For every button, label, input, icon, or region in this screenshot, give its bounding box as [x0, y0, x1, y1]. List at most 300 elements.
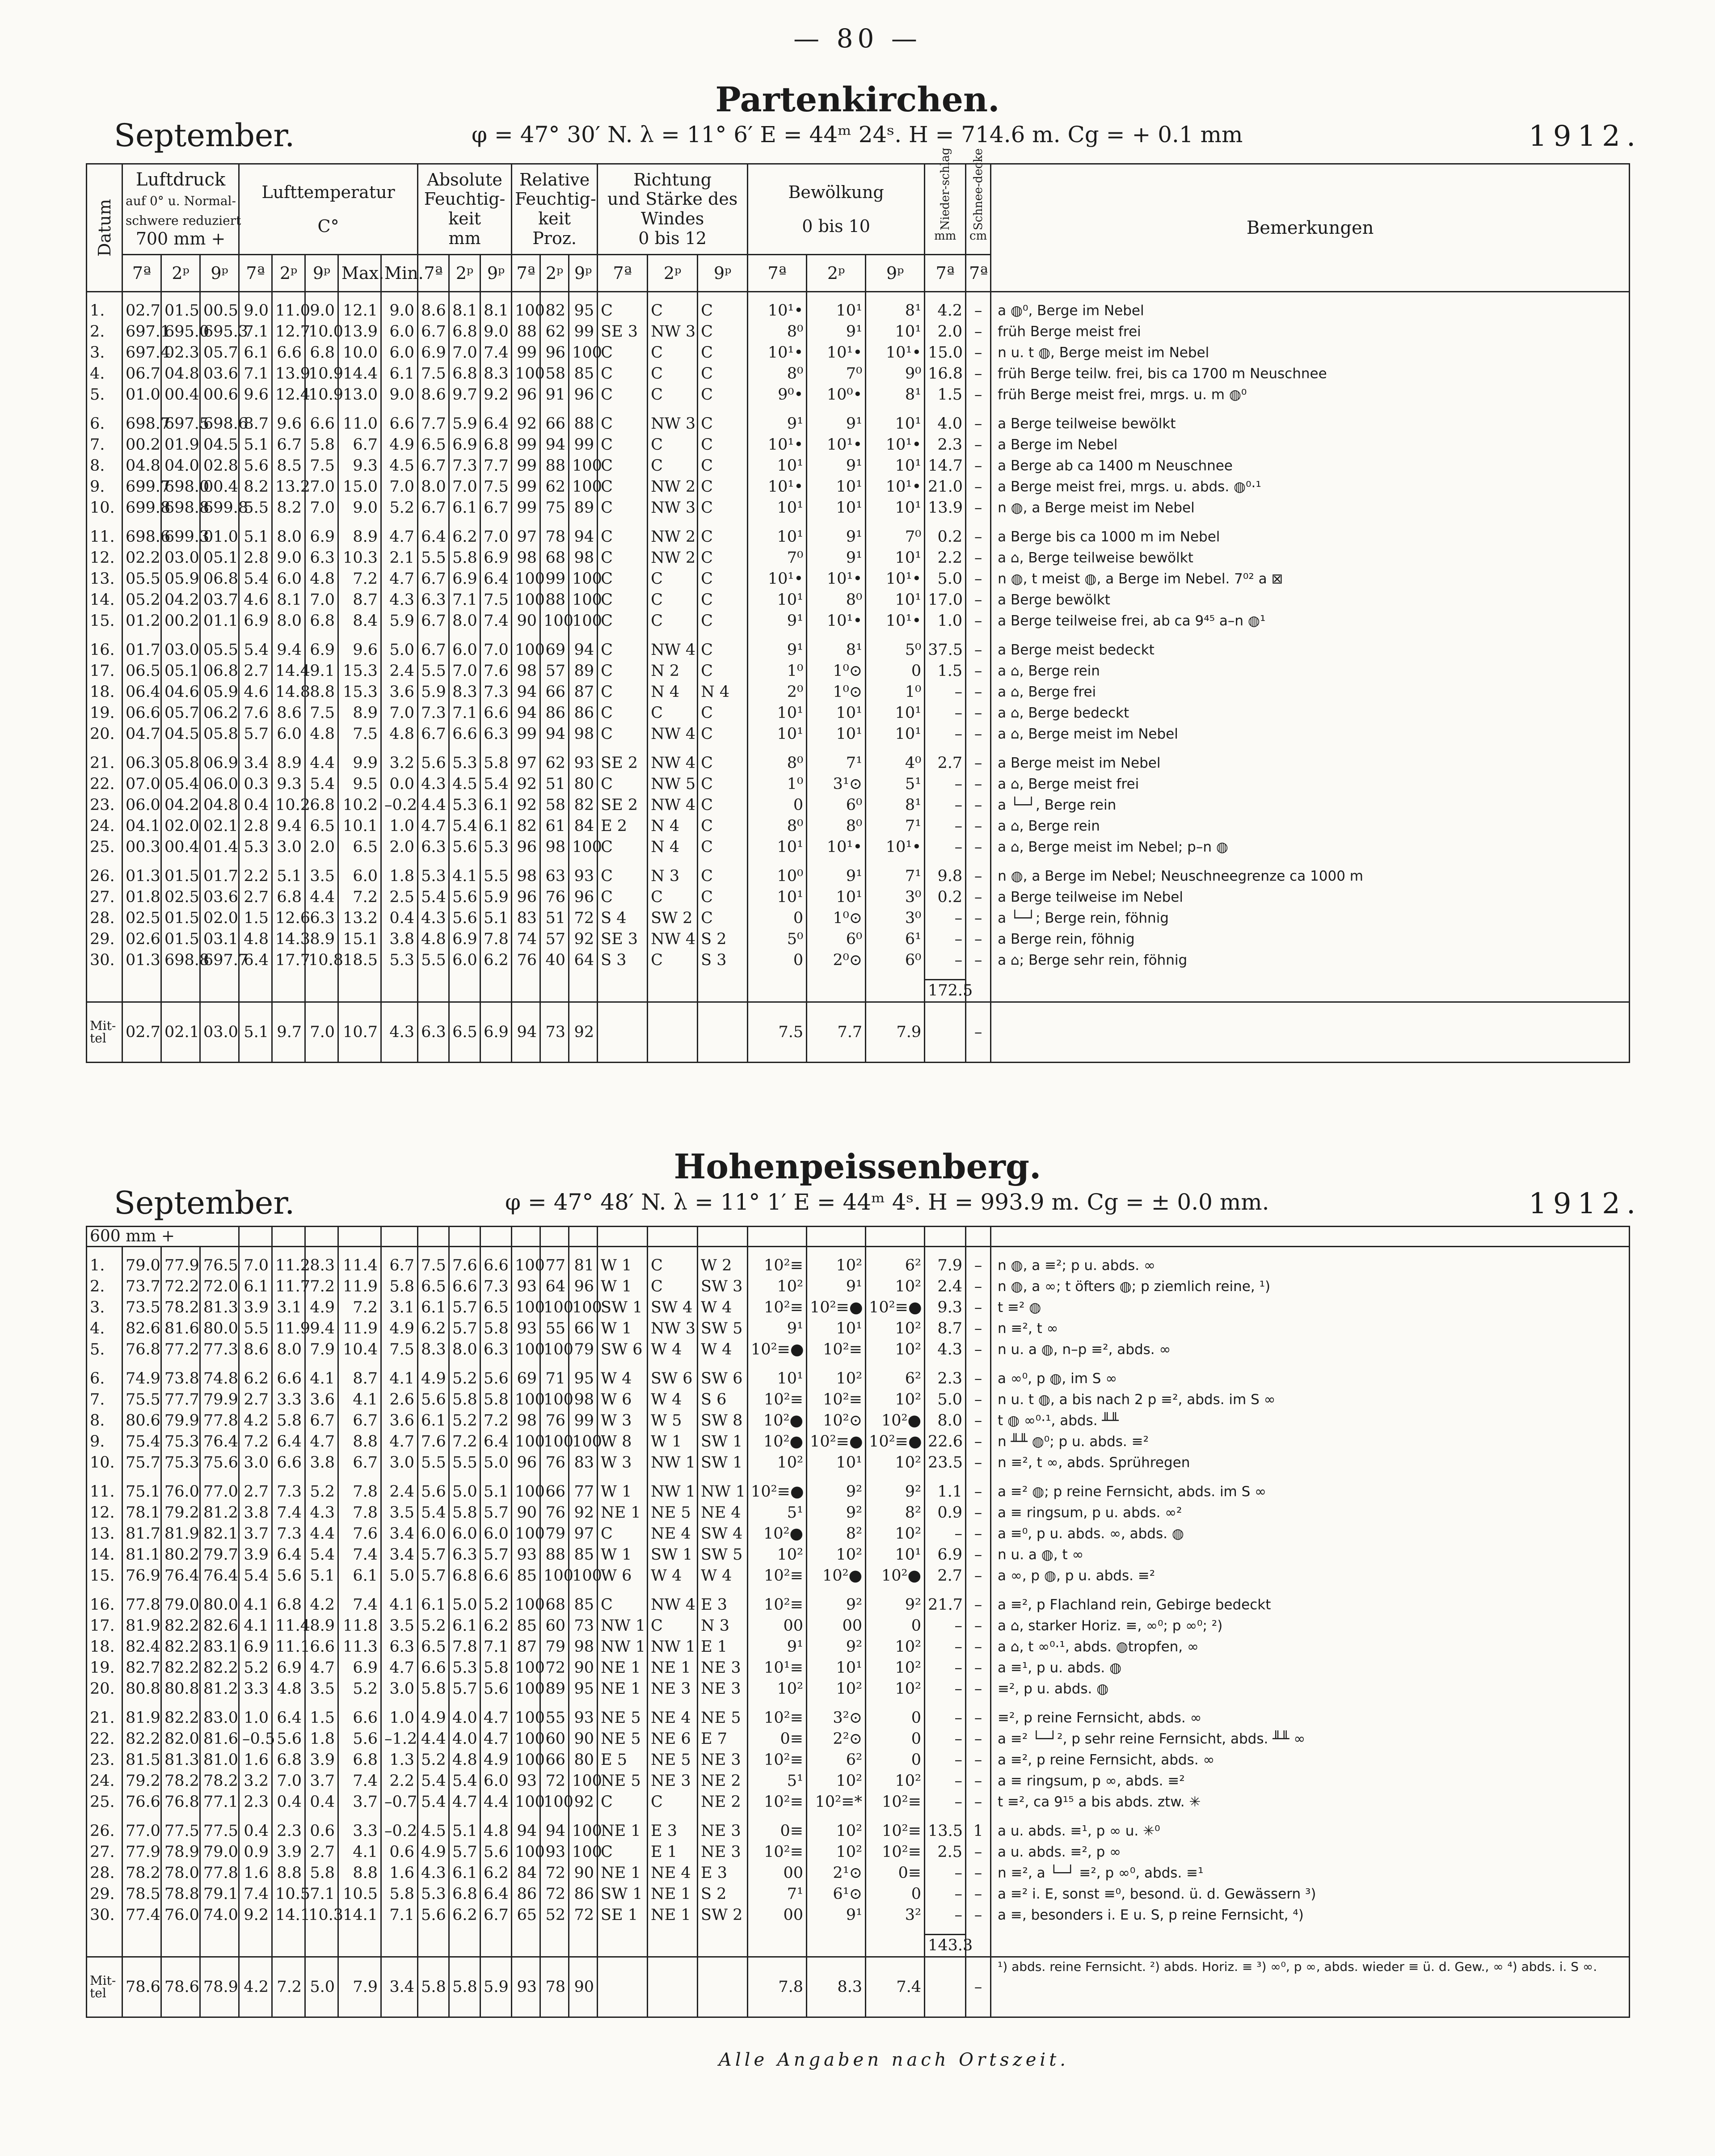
value-cell: NW 1 [648, 1637, 698, 1658]
value-cell: 8⁰ [748, 321, 807, 342]
value-cell: 7.3 [480, 682, 512, 703]
header-time: 7ª [418, 255, 449, 292]
value-cell: 15.3 [338, 682, 381, 703]
value-cell: C [598, 1523, 648, 1544]
value-cell: – [966, 413, 991, 435]
value-cell: 9¹ [748, 413, 807, 435]
value-cell: – [925, 1658, 966, 1679]
sum-spacer [338, 980, 381, 1002]
value-cell: 11.4 [272, 1616, 305, 1637]
value-cell: 71 [540, 1368, 569, 1389]
value-cell: – [966, 753, 991, 774]
value-cell: 8.1 [480, 300, 512, 321]
value-cell: 4.0 [449, 1708, 480, 1729]
sum-spacer [569, 1935, 598, 1957]
value-cell: 5.3 [449, 1658, 480, 1679]
value-cell: 77.7 [161, 1389, 200, 1410]
value-cell: – [966, 1658, 991, 1679]
value-cell: 11.0 [272, 300, 305, 321]
value-cell: 5.2 [338, 1679, 381, 1700]
value-cell: E 1 [648, 1842, 698, 1863]
header-time: 9ᵖ [698, 255, 748, 292]
header-time: 2ᵖ [540, 255, 569, 292]
value-cell: 8.0 [272, 611, 305, 632]
day-cell: 3. [87, 1297, 122, 1318]
value-cell: 02.7 [122, 300, 161, 321]
value-cell: 8.0 [449, 1339, 480, 1360]
value-cell: 80.0 [200, 1595, 239, 1616]
day-cell: 10. [87, 498, 122, 519]
value-cell: 0.0 [381, 774, 418, 795]
value-cell: 5.4 [239, 1565, 272, 1586]
value-cell: – [966, 1637, 991, 1658]
value-cell: W 1 [648, 1431, 698, 1452]
value-cell: 77 [540, 1255, 569, 1276]
sum-spacer [449, 980, 480, 1002]
day-cell: 23. [87, 1750, 122, 1771]
value-cell: 10²● [748, 1523, 807, 1544]
value-cell: 2.3 [239, 1792, 272, 1813]
day-cell: 7. [87, 435, 122, 456]
day-cell: 12. [87, 1502, 122, 1523]
value-cell: 10¹• [748, 569, 807, 590]
mean-value: – [966, 1002, 991, 1063]
value-cell: 04.8 [161, 363, 200, 384]
value-cell: W 1 [598, 1318, 648, 1339]
value-cell: 78 [540, 527, 569, 548]
header-spacer [449, 1227, 480, 1247]
day-cell: 17. [87, 1616, 122, 1637]
value-cell: 6.5 [338, 837, 381, 858]
value-cell: 5.4 [418, 1792, 449, 1813]
table-row [87, 1523, 1630, 1544]
value-cell: 77.9 [122, 1842, 161, 1863]
value-cell: 7.0 [480, 640, 512, 661]
value-cell: 7.0 [305, 590, 338, 611]
value-cell: 21.7 [925, 1595, 966, 1616]
value-cell: 6.1 [480, 816, 512, 837]
value-cell: 5.8 [480, 1318, 512, 1339]
value-cell: – [966, 1750, 991, 1771]
value-cell: 12.6 [272, 908, 305, 929]
value-cell: 4.4 [305, 1523, 338, 1544]
value-cell: 6.8 [305, 611, 338, 632]
value-cell: 6² [807, 1750, 866, 1771]
value-cell: 14.3 [272, 929, 305, 950]
value-cell: W 8 [598, 1431, 648, 1452]
table-row [87, 1389, 1630, 1410]
value-cell: 7.8 [338, 1481, 381, 1502]
value-cell: 4.7 [305, 1658, 338, 1679]
value-cell: – [966, 1595, 991, 1616]
day-cell: 1. [87, 300, 122, 321]
header-spacer [418, 1227, 449, 1247]
value-cell: C [698, 866, 748, 887]
value-cell: 8¹ [866, 384, 925, 405]
sum-spacer [748, 1935, 807, 1957]
table-row [87, 498, 1630, 519]
value-cell: 00 [748, 1905, 807, 1926]
value-cell: 3.2 [381, 753, 418, 774]
value-cell: 5⁰ [866, 640, 925, 661]
value-cell: 01.3 [122, 950, 161, 971]
header-time: 7ª [512, 255, 540, 292]
value-cell: 6.9 [305, 527, 338, 548]
value-cell: 7¹ [748, 1884, 807, 1905]
value-cell: 10¹ [807, 300, 866, 321]
value-cell: 81.3 [161, 1750, 200, 1771]
value-cell: 00.2 [161, 611, 200, 632]
value-cell: 12.7 [272, 321, 305, 342]
day-cell: 26. [87, 866, 122, 887]
value-cell: C [598, 682, 648, 703]
value-cell: 6.7 [418, 611, 449, 632]
value-cell: N 2 [648, 661, 698, 682]
value-cell: 82 [569, 795, 598, 816]
value-cell: 13.9 [272, 363, 305, 384]
value-cell: 82 [512, 816, 540, 837]
value-cell: 79 [540, 1637, 569, 1658]
value-cell: 5.9 [449, 413, 480, 435]
value-cell: 6.2 [449, 1905, 480, 1926]
value-cell: NE 1 [598, 1679, 648, 1700]
value-cell: NE 2 [698, 1792, 748, 1813]
value-cell: 5.1 [239, 435, 272, 456]
value-cell: – [966, 1339, 991, 1360]
value-cell: 10²≡ [748, 1708, 807, 1729]
value-cell: 85 [512, 1616, 540, 1637]
header-bemerkungen: Bemerkungen [991, 164, 1630, 292]
remark-cell: a ⌂, Berge teilweise bewölkt [991, 548, 1630, 569]
value-cell: 4.9 [418, 1708, 449, 1729]
value-cell: 02.0 [200, 908, 239, 929]
footer-note: Alle Angaben nach Ortszeit. [718, 2050, 1070, 2070]
value-cell: 10²≡ [748, 1750, 807, 1771]
value-cell: NE 3 [648, 1679, 698, 1700]
value-cell: 77.0 [200, 1481, 239, 1502]
value-cell: 6.0 [272, 724, 305, 745]
value-cell: – [966, 661, 991, 682]
value-cell: 7.2 [449, 1431, 480, 1452]
value-cell: 3¹⊙ [807, 774, 866, 795]
remark-cell: n ◍, a Berge im Nebel; Neuschneegrenze ca 1000 m [991, 866, 1630, 887]
value-cell: 99 [569, 321, 598, 342]
value-cell: 5.2 [418, 1616, 449, 1637]
value-cell: 74 [512, 929, 540, 950]
sum-spacer [200, 980, 239, 1002]
value-cell: – [966, 795, 991, 816]
value-cell: 80.8 [122, 1679, 161, 1700]
value-cell: 5.6 [418, 1481, 449, 1502]
remark-cell: a Berge meist frei, mrgs. u. abds. ◍⁰·¹ [991, 477, 1630, 498]
value-cell: C [598, 1792, 648, 1813]
value-cell: 01.0 [122, 384, 161, 405]
remark-cell: a Berge bewölkt [991, 590, 1630, 611]
remark-cell: n ◍, t meist ◍, a Berge im Nebel. 7⁰² a ⊠ [991, 569, 1630, 590]
value-cell: 7.5 [338, 724, 381, 745]
value-cell: –0.5 [239, 1729, 272, 1750]
remark-cell: a u. abds. ≡¹, p ∞ u. ✳⁰ [991, 1821, 1630, 1842]
table-row [87, 300, 1630, 321]
value-cell: 69 [540, 640, 569, 661]
value-cell: 98 [569, 1389, 598, 1410]
value-cell: 5.6 [418, 1389, 449, 1410]
value-cell: 1⁰ [866, 682, 925, 703]
value-cell: 13.9 [925, 498, 966, 519]
value-cell: 94 [540, 1821, 569, 1842]
value-cell: 6.8 [449, 1884, 480, 1905]
value-cell: C [698, 527, 748, 548]
value-cell: 100 [512, 1708, 540, 1729]
value-cell: 5.3 [381, 950, 418, 971]
value-cell: 7.1 [449, 703, 480, 724]
value-cell: 69 [512, 1368, 540, 1389]
day-cell: 27. [87, 887, 122, 908]
value-cell: 6.8 [480, 435, 512, 456]
sum-spacer [512, 980, 540, 1002]
mean-value: 78 [540, 1957, 569, 2017]
value-cell: 10² [807, 1821, 866, 1842]
value-cell: 5.1 [239, 527, 272, 548]
value-cell: 5.4 [239, 640, 272, 661]
day-cell: 24. [87, 816, 122, 837]
header-time: Max. [338, 255, 381, 292]
day-cell: 18. [87, 682, 122, 703]
mean-value: 8.3 [807, 1957, 866, 2017]
value-cell: 65 [512, 1905, 540, 1926]
value-cell: 05.1 [161, 661, 200, 682]
value-cell: NE 4 [698, 1502, 748, 1523]
value-cell: 2.4 [381, 661, 418, 682]
value-cell: 8.1 [449, 300, 480, 321]
day-cell: 13. [87, 1523, 122, 1544]
value-cell: 99 [540, 569, 569, 590]
value-cell: 02.2 [122, 548, 161, 569]
value-cell: 73 [569, 1616, 598, 1637]
sum-spacer [381, 1935, 418, 1957]
value-cell: 76.0 [161, 1905, 200, 1926]
value-cell: NE 1 [648, 1658, 698, 1679]
value-cell: 01.5 [161, 300, 200, 321]
value-cell: – [925, 816, 966, 837]
header-spacer [925, 1227, 966, 1247]
value-cell: 10.5 [272, 1884, 305, 1905]
value-cell: 01.9 [161, 435, 200, 456]
value-cell: 4.9 [305, 1297, 338, 1318]
value-cell: 4.7 [381, 1658, 418, 1679]
value-cell: W 1 [598, 1481, 648, 1502]
sum-spacer [122, 1935, 161, 1957]
value-cell: 4.6 [239, 682, 272, 703]
value-cell: 699.3 [161, 527, 200, 548]
value-cell: 01.4 [200, 837, 239, 858]
value-cell: C [698, 795, 748, 816]
value-cell: 8⁰ [807, 816, 866, 837]
value-cell: C [698, 703, 748, 724]
remark-cell: a Berge meist bedeckt [991, 640, 1630, 661]
value-cell: 6.2 [418, 1318, 449, 1339]
mean-value: 02.7 [122, 1002, 161, 1063]
sum-spacer [338, 1935, 381, 1957]
value-cell: 11.3 [338, 1637, 381, 1658]
value-cell: 8.6 [418, 300, 449, 321]
value-cell: 8.2 [239, 477, 272, 498]
value-cell: 6² [866, 1368, 925, 1389]
value-cell: 5.3 [480, 837, 512, 858]
mean-value [925, 1957, 966, 2017]
value-cell: 5.5 [449, 1452, 480, 1473]
value-cell: 77.5 [200, 1821, 239, 1842]
footnotes [991, 1002, 1630, 1063]
value-cell: NW 4 [648, 724, 698, 745]
value-cell: 5.0 [449, 1481, 480, 1502]
value-cell: NE 3 [698, 1679, 748, 1700]
remark-cell: n u. t ◍, a bis nach 2 p ≡², abds. im S ∞ [991, 1389, 1630, 1410]
value-cell: NW 4 [648, 753, 698, 774]
value-cell: 66 [569, 1318, 598, 1339]
value-cell: – [966, 342, 991, 363]
value-cell: 6.7 [418, 456, 449, 477]
value-cell: 7.0 [239, 1255, 272, 1276]
value-cell: 4.9 [381, 435, 418, 456]
month-label: September. [114, 1185, 295, 1221]
value-cell: 3.5 [305, 866, 338, 887]
value-cell: 4.4 [418, 1729, 449, 1750]
value-cell: 7.6 [480, 661, 512, 682]
value-cell: 10¹ [866, 413, 925, 435]
value-cell: C [598, 569, 648, 590]
value-cell: NW 3 [648, 413, 698, 435]
value-cell: 8.8 [338, 1863, 381, 1884]
value-cell: 02.5 [122, 908, 161, 929]
sum-row [87, 1935, 1630, 1957]
value-cell: 7.8 [480, 929, 512, 950]
value-cell: 10² [748, 1544, 807, 1565]
value-cell: 6² [866, 1255, 925, 1276]
value-cell: – [966, 866, 991, 887]
value-cell: 6.1 [449, 1863, 480, 1884]
value-cell: 100 [512, 1842, 540, 1863]
value-cell: 73.7 [122, 1276, 161, 1297]
value-cell: 5.8 [480, 1658, 512, 1679]
value-cell: 00.2 [122, 435, 161, 456]
value-cell: –0.2 [381, 795, 418, 816]
value-cell: – [966, 300, 991, 321]
remark-cell: a Berge teilweise bewölkt [991, 413, 1630, 435]
value-cell: 61 [540, 816, 569, 837]
value-cell: 5.6 [338, 1729, 381, 1750]
value-cell: 94 [512, 703, 540, 724]
mean-value: 6.9 [480, 1002, 512, 1063]
value-cell: 7.4 [480, 342, 512, 363]
value-cell: 95 [569, 1679, 598, 1700]
value-cell: – [966, 682, 991, 703]
value-cell: 04.1 [122, 816, 161, 837]
value-cell: 8.9 [272, 753, 305, 774]
value-cell: 00 [807, 1616, 866, 1637]
value-cell: – [966, 456, 991, 477]
value-cell: 99 [512, 435, 540, 456]
value-cell: 9.6 [239, 384, 272, 405]
header-time: 2ᵖ [807, 255, 866, 292]
value-cell: 11.8 [338, 1616, 381, 1637]
remark-cell: a ≡² └─┘², p sehr reine Fernsicht, abds. ╨╨ ∞ [991, 1729, 1630, 1750]
header-spacer [807, 1227, 866, 1247]
value-cell: 81.9 [122, 1616, 161, 1637]
value-cell: 7.4 [338, 1595, 381, 1616]
value-cell: – [966, 363, 991, 384]
table-row [87, 477, 1630, 498]
value-cell: 10² [866, 1637, 925, 1658]
value-cell: 81 [569, 1255, 598, 1276]
value-cell: 1.6 [381, 1863, 418, 1884]
value-cell: 9.8 [925, 866, 966, 887]
day-cell: 8. [87, 1410, 122, 1431]
value-cell: 7.0 [480, 527, 512, 548]
value-cell: 06.4 [122, 682, 161, 703]
value-cell: 7.2 [338, 887, 381, 908]
value-cell: NE 3 [698, 1658, 748, 1679]
value-cell: 78.5 [122, 1884, 161, 1905]
value-cell: 1.8 [305, 1729, 338, 1750]
value-cell: C [698, 456, 748, 477]
value-cell: 96 [512, 887, 540, 908]
value-cell: 75.4 [122, 1431, 161, 1452]
value-cell: 01.7 [200, 866, 239, 887]
value-cell: 5.8 [449, 1502, 480, 1523]
value-cell: 5.5 [239, 1318, 272, 1339]
value-cell: 2.8 [239, 548, 272, 569]
value-cell: 9.4 [272, 816, 305, 837]
value-cell: 78.2 [200, 1771, 239, 1792]
value-cell: 8.7 [925, 1318, 966, 1339]
value-cell: NW 4 [648, 795, 698, 816]
value-cell: 4.9 [418, 1842, 449, 1863]
value-cell: 7.3 [418, 703, 449, 724]
value-cell: 14.8 [272, 682, 305, 703]
value-cell: 7.2 [338, 1297, 381, 1318]
value-cell: 10²≡ [748, 1255, 807, 1276]
value-cell: 92 [569, 929, 598, 950]
value-cell: C [648, 1276, 698, 1297]
value-cell: 4.2 [239, 1410, 272, 1431]
value-cell: 7.0 [305, 498, 338, 519]
mean-value: 7.9 [866, 1002, 925, 1063]
value-cell: 8.3 [480, 363, 512, 384]
value-cell: 72.2 [161, 1276, 200, 1297]
value-cell: 78.9 [161, 1842, 200, 1863]
value-cell: 77.8 [200, 1863, 239, 1884]
value-cell: 9¹ [748, 1637, 807, 1658]
value-cell: 4.3 [305, 1502, 338, 1523]
value-cell: 10²≡● [807, 1297, 866, 1318]
value-cell: C [598, 498, 648, 519]
value-cell: 4.1 [381, 1368, 418, 1389]
value-cell: 8.2 [272, 498, 305, 519]
mean-value: 5.0 [305, 1957, 338, 2017]
value-cell: SW 1 [598, 1297, 648, 1318]
value-cell: 04.8 [122, 456, 161, 477]
value-cell: 06.0 [200, 774, 239, 795]
value-cell: 81.2 [200, 1502, 239, 1523]
value-cell: W 1 [598, 1544, 648, 1565]
value-cell: 6.4 [272, 1544, 305, 1565]
value-cell: C [698, 816, 748, 837]
header-time: 9ᵖ [200, 255, 239, 292]
value-cell: – [966, 1792, 991, 1813]
value-cell: 4.8 [272, 1679, 305, 1700]
value-cell: 98 [512, 866, 540, 887]
